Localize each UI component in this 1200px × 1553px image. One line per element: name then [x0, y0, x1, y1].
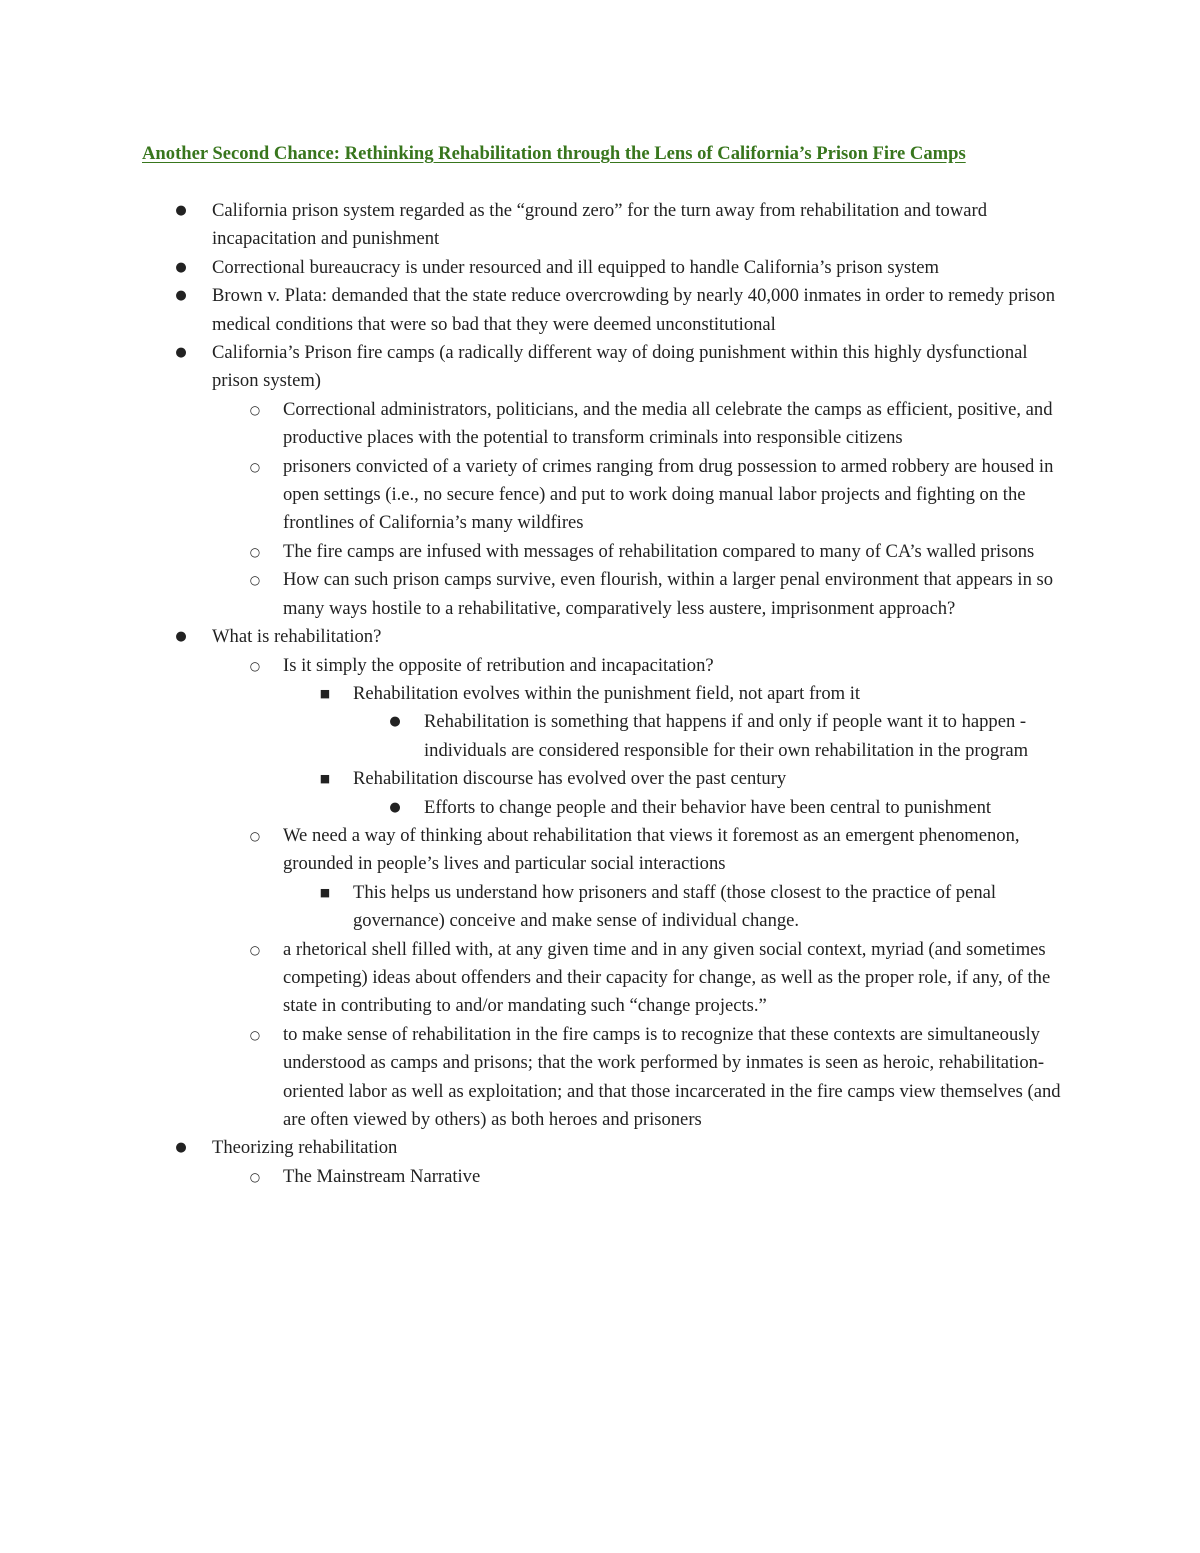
- disc-bullet-icon: ●: [175, 629, 187, 645]
- list-item: [0, 680, 1063, 708]
- list-item-text: This helps us understand how prisoners and staff (those closest to the practice of penal governance) conceive and make sense of individual change.: [353, 881, 997, 932]
- circle-bullet-icon: ○: [249, 828, 261, 843]
- list-item: [0, 538, 1063, 566]
- circle-bullet-icon: ○: [249, 402, 261, 417]
- list-item-text: prisoners convicted of a variety of crimes ranging from drug possession to armed robbery are housed in open settings (i.e., no secure fence) and put to work doing manual labor projects and fighting on the frontlines of California’s many wildfires: [283, 455, 1054, 534]
- list-item: [0, 623, 1060, 651]
- list-item: [0, 453, 1063, 538]
- circle-bullet-icon: ○: [249, 459, 261, 474]
- disc-bullet-icon: ●: [175, 288, 187, 304]
- notes-outline: [0, 197, 1200, 1191]
- disc-bullet-icon: ●: [389, 714, 401, 730]
- list-item-text: We need a way of thinking about rehabilitation that views it foremost as an emergent phenomenon, grounded in people’s lives and particular social interactions: [283, 824, 1020, 875]
- list-item-text: Theorizing rehabilitation: [212, 1137, 398, 1159]
- circle-bullet-icon: ○: [249, 544, 261, 559]
- document-title: Another Second Chance: Rethinking Rehabilitation through the Lens of California’s Prison Fire Camps: [142, 143, 966, 164]
- circle-bullet-icon: ○: [249, 942, 261, 957]
- disc-bullet-icon: ●: [175, 1140, 187, 1156]
- circle-bullet-icon: ○: [249, 658, 261, 673]
- disc-bullet-icon: ●: [389, 799, 401, 815]
- list-item-text: Correctional administrators, politicians, and the media all celebrate the camps as efficient, positive, and productive places with the potential to transform criminals into responsible citizens: [283, 398, 1053, 449]
- circle-bullet-icon: ○: [249, 1169, 261, 1184]
- list-item: [0, 879, 1063, 936]
- list-item-text: The Mainstream Narrative: [283, 1165, 481, 1187]
- list-item-text: The fire camps are infused with messages of rehabilitation compared to many of CA’s walled prisons: [283, 540, 1035, 562]
- list-item: [0, 197, 1060, 254]
- disc-bullet-icon: ●: [175, 203, 187, 218]
- list-item: [0, 339, 1060, 396]
- list-item-text: Efforts to change people and their behavior have been central to punishment: [424, 796, 992, 818]
- circle-bullet-icon: ○: [249, 573, 261, 588]
- list-item: [0, 1021, 1063, 1135]
- list-item-text: Is it simply the opposite of retribution and incapacitation?: [283, 654, 714, 676]
- list-item-text: Rehabilitation discourse has evolved over the past century: [353, 768, 787, 790]
- list-item-text: to make sense of rehabilitation in the fire camps is to recognize that these contexts are simultaneously understood as camps and prisons; that the work performed by inmates is seen as heroic, rehabilitation-oriented labor as well as exploitation; and that those incarcerated in the fire camps view themselves (and are often viewed by others) as both heroes and prisoners: [283, 1023, 1061, 1130]
- list-item-text: How can such prison camps survive, even flourish, within a larger penal environment that appears in so many ways hostile to a rehabilitative, comparatively less austere, imprisonment approach?: [283, 569, 1054, 619]
- list-item-text: California’s Prison fire camps (a radically different way of doing punishment within this highly dysfunctional prison system): [212, 342, 1028, 392]
- list-item-text: Correctional bureaucracy is under resourced and ill equipped to handle California’s prison system: [212, 256, 939, 278]
- circle-bullet-icon: ○: [249, 1027, 261, 1042]
- list-item: [0, 282, 1060, 339]
- list-item: [0, 708, 1064, 765]
- list-item-text: a rhetorical shell filled with, at any given time and in any given social context, myriad (and sometimes competing) ideas about offenders and their capacity for change, as well as the proper role, if any, of the state in contributing to and/or mandating such “change projects.”: [283, 938, 1051, 1017]
- list-item-text: Rehabilitation is something that happens if and only if people want it to happen - individuals are considered responsible for their own rehabilitation in the program: [424, 711, 1029, 761]
- list-item: [0, 396, 1063, 453]
- list-item-text: California prison system regarded as the “ground zero” for the turn away from rehabilitation and toward incapacitation and punishment: [212, 200, 987, 250]
- list-item: [0, 1134, 1060, 1162]
- disc-bullet-icon: ●: [175, 345, 187, 361]
- square-bullet-icon: ■: [319, 885, 331, 899]
- list-item: [0, 822, 1063, 879]
- list-item: [0, 765, 1063, 793]
- list-item-text: Rehabilitation evolves within the punishment field, not apart from it: [353, 682, 861, 704]
- list-item: [0, 254, 1060, 282]
- list-item: [0, 936, 1063, 1021]
- list-item-text: What is rehabilitation?: [212, 626, 382, 648]
- list-item-text: Brown v. Plata: demanded that the state reduce overcrowding by nearly 40,000 inmates in order to remedy prison medical conditions that were so bad that they were deemed unconstitutional: [212, 285, 1056, 335]
- list-item: [0, 794, 1064, 822]
- disc-bullet-icon: ●: [175, 259, 187, 275]
- list-item: [0, 566, 1063, 623]
- list-item: [0, 1163, 1063, 1191]
- list-item: [0, 652, 1063, 680]
- square-bullet-icon: ■: [319, 772, 331, 786]
- square-bullet-icon: ■: [319, 686, 331, 700]
